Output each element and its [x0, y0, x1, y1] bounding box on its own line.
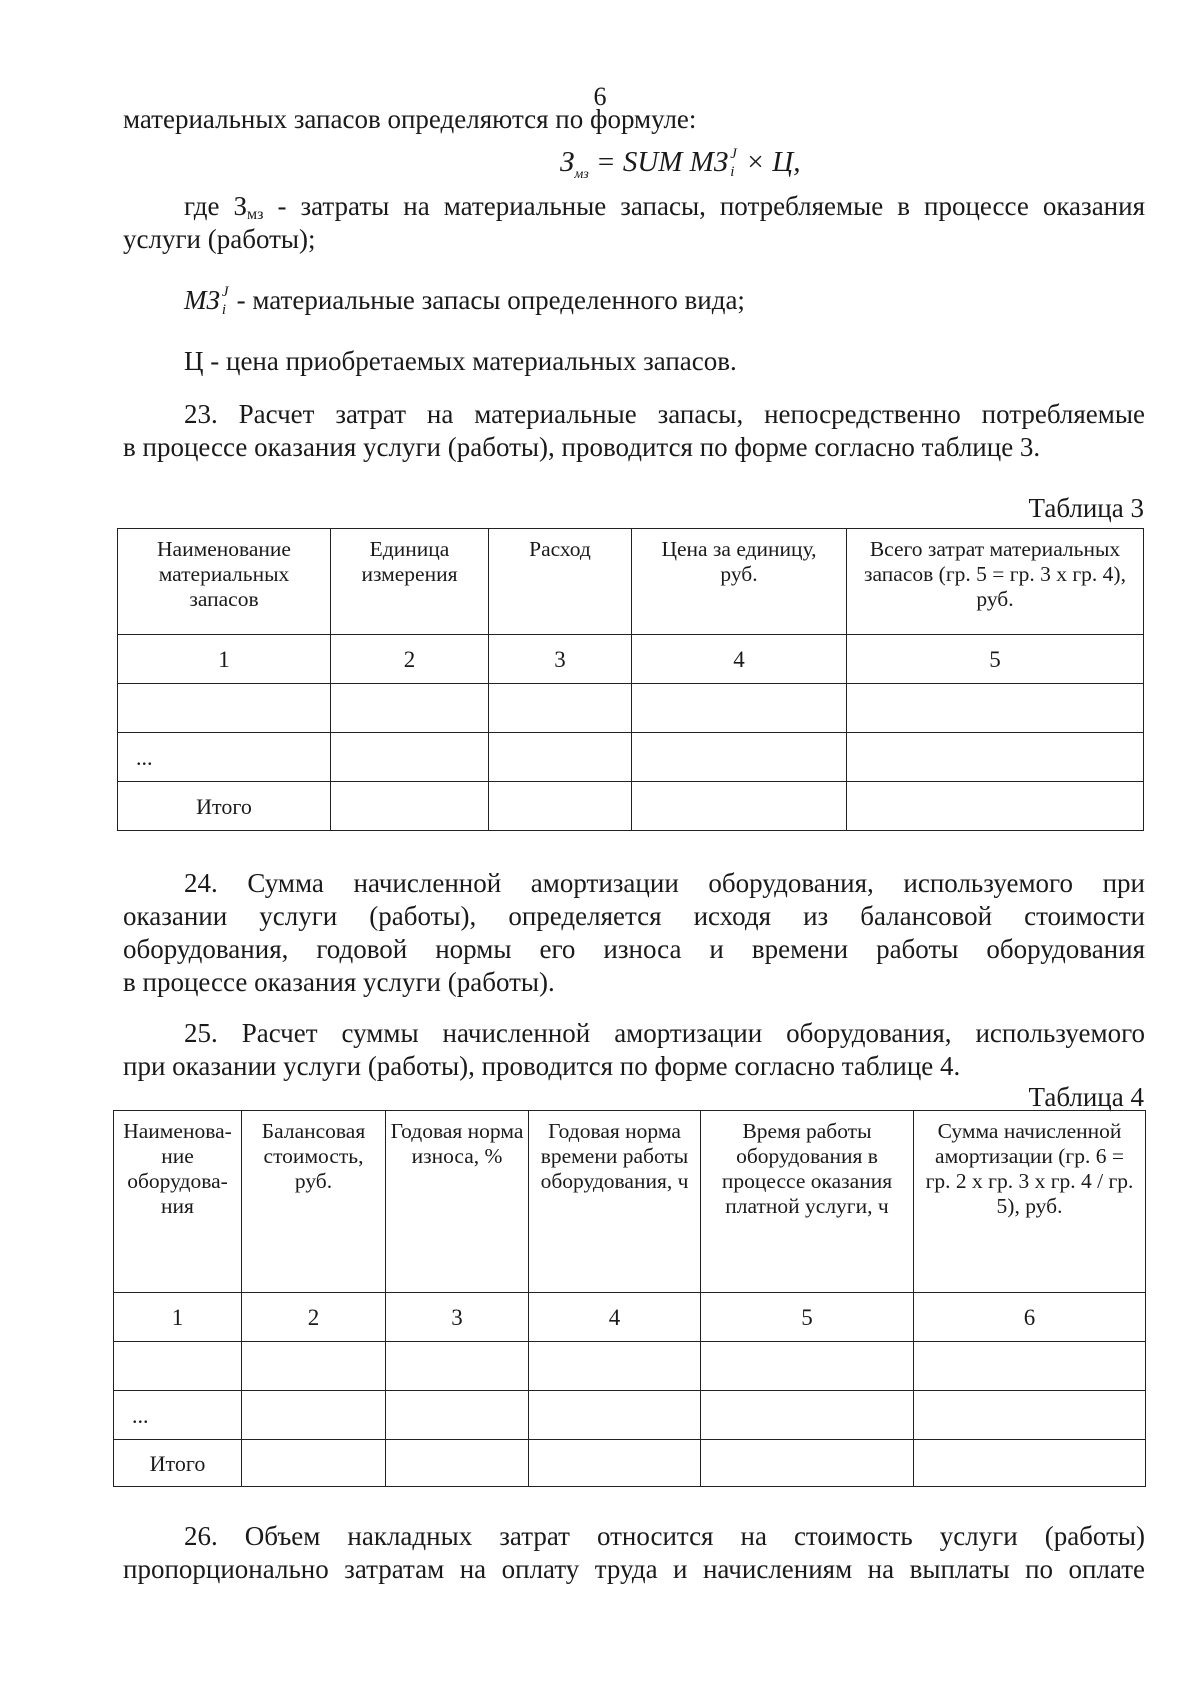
table-4: [113, 1110, 1146, 1487]
table3-ellipsis: ...: [118, 733, 331, 782]
paragraph-25-line2: при оказании услуги (работы), проводится по форме согласно таблице 4.: [123, 1051, 961, 1081]
formula-eq: = SUM МЗ: [588, 146, 729, 178]
table4-header: Балансовая стоимость, руб.: [242, 1111, 386, 1293]
table3-header-row: [118, 529, 1144, 635]
paragraph-26-line2: пропорционально затратам на оплату труда и начислениям на выплаты по оплате: [123, 1554, 1145, 1584]
def-mz-term: МЗ: [184, 285, 220, 315]
table4-cell: [914, 1440, 1146, 1487]
table3-header: Единица измерения: [331, 529, 489, 635]
paragraph-24-line1: 24. Сумма начисленной амортизации оборудования, используемого при: [184, 868, 1145, 898]
table4-cell: [386, 1342, 529, 1391]
table4-cell: [529, 1440, 701, 1487]
table4-ellipsis-row: [114, 1391, 1146, 1440]
paragraph-24-line4: в процессе оказания услуги (работы).: [123, 967, 555, 997]
page-number: 6: [593, 82, 607, 111]
table3-cell: [847, 733, 1144, 782]
table3-col-number: 5: [847, 635, 1144, 684]
table4-header: Сумма начисленной амортизации (гр. 6 = гр. 2 х гр. 3 х гр. 4 / гр. 5), руб.: [914, 1111, 1146, 1293]
definition-z-cont: услуги (работы);: [123, 224, 316, 254]
table4-cell: [701, 1342, 914, 1391]
formula-sup: J: [730, 146, 737, 162]
paragraph-24-line3: оборудования, годовой нормы его износа и времени работы оборудования: [123, 934, 1145, 964]
table3-cell: [489, 733, 632, 782]
table4-cell: [914, 1342, 1146, 1391]
def-z-sub: мз: [247, 206, 264, 223]
table3-col-number: 1: [118, 635, 331, 684]
paragraph-24-line2: оказании услуги (работы), определяется исходя из балансовой стоимости: [123, 901, 1145, 931]
table4-cell: [529, 1391, 701, 1440]
table3-cell: [632, 733, 847, 782]
table4-cell: [701, 1391, 914, 1440]
def-z-text: - затраты на материальные запасы, потребляемые в процессе оказания: [263, 191, 1145, 221]
table3-header: Цена за единицу, руб.: [632, 529, 847, 635]
formula: [560, 146, 800, 191]
table4-cell: [701, 1440, 914, 1487]
table3-ellipsis-row: [118, 733, 1144, 782]
table4-header: Годовая норма времени работы оборудования, ч: [529, 1111, 701, 1293]
table3-col-number: 3: [489, 635, 632, 684]
table3-cell: [489, 782, 632, 831]
table3-cell: [118, 684, 331, 733]
def-mz-sup: J: [221, 284, 229, 300]
table3-cell: [847, 684, 1144, 733]
table4-cell: [242, 1342, 386, 1391]
table3-total-row: [118, 782, 1144, 831]
table3-col-number: 2: [331, 635, 489, 684]
table3-cell: [489, 684, 632, 733]
table4-header: Наименова- ние оборудова- ния: [114, 1111, 242, 1293]
table4-cell: [242, 1440, 386, 1487]
def-z-term: где З: [184, 191, 247, 221]
def-mz-text: - материальные запасы определенного вида;: [229, 285, 745, 315]
table3-cell: [632, 782, 847, 831]
paragraph-26-line1: 26. Объем накладных затрат относится на стоимость услуги (работы): [184, 1521, 1145, 1551]
table4-header-row: [114, 1111, 1146, 1293]
table4-cell: [529, 1342, 701, 1391]
table3-caption: Таблица 3: [1028, 493, 1144, 523]
table4-cell: [914, 1391, 1146, 1440]
formula-z-sub: мз: [574, 166, 589, 182]
paragraph-23-line1: 23. Расчет затрат на материальные запасы, непосредственно потребляемые: [184, 399, 1145, 429]
table3-empty-row: [118, 684, 1144, 733]
table4-cell: [386, 1440, 529, 1487]
formula-sub: i: [730, 164, 735, 180]
table4-col-number: 6: [914, 1293, 1146, 1342]
table3-cell: [331, 782, 489, 831]
table4-total-label: Итого: [114, 1440, 242, 1487]
table3-col-number: 4: [632, 635, 847, 684]
paragraph-23-line2: в процессе оказания услуги (работы), проводится по форме согласно таблице 3.: [123, 432, 1041, 462]
definition-price: Ц - цена приобретаемых материальных запасов.: [184, 346, 737, 376]
table3-cell: [847, 782, 1144, 831]
table3-cell: [331, 684, 489, 733]
table3-total-label: Итого: [118, 782, 331, 831]
table3-header: Наименование материальных запасов: [118, 529, 331, 635]
formula-tail: × Ц,: [738, 146, 801, 178]
formula-z: З: [560, 146, 575, 178]
table4-empty-row: [114, 1342, 1146, 1391]
table4-number-row: [114, 1293, 1146, 1342]
table4-caption: Таблица 4: [1028, 1082, 1144, 1112]
table4-col-number: 3: [386, 1293, 529, 1342]
table4-header: Время работы оборудования в процессе оказания платной услуги, ч: [701, 1111, 914, 1293]
table3-cell: [632, 684, 847, 733]
table4-cell: [242, 1391, 386, 1440]
table4-col-number: 2: [242, 1293, 386, 1342]
table-3: [117, 528, 1144, 831]
table4-ellipsis: ...: [114, 1391, 242, 1440]
intro-line: материальных запасов определяются по формуле:: [123, 104, 697, 134]
table4-col-number: 5: [701, 1293, 914, 1342]
definition-mz: [184, 284, 1084, 317]
table3-header: Всего затрат материальных запасов (гр. 5 = гр. 3 х гр. 4), руб.: [847, 529, 1144, 635]
table4-total-row: [114, 1440, 1146, 1487]
table3-number-row: [118, 635, 1144, 684]
table3-cell: [331, 733, 489, 782]
table4-cell: [114, 1342, 242, 1391]
table4-col-number: 4: [529, 1293, 701, 1342]
table4-col-number: 1: [114, 1293, 242, 1342]
paragraph-25-line1: 25. Расчет суммы начисленной амортизации оборудования, используемого: [184, 1018, 1145, 1048]
table4-cell: [386, 1391, 529, 1440]
table4-header: Годовая норма износа, %: [386, 1111, 529, 1293]
def-mz-sub: i: [221, 302, 227, 318]
table3-header: Расход: [489, 529, 632, 635]
